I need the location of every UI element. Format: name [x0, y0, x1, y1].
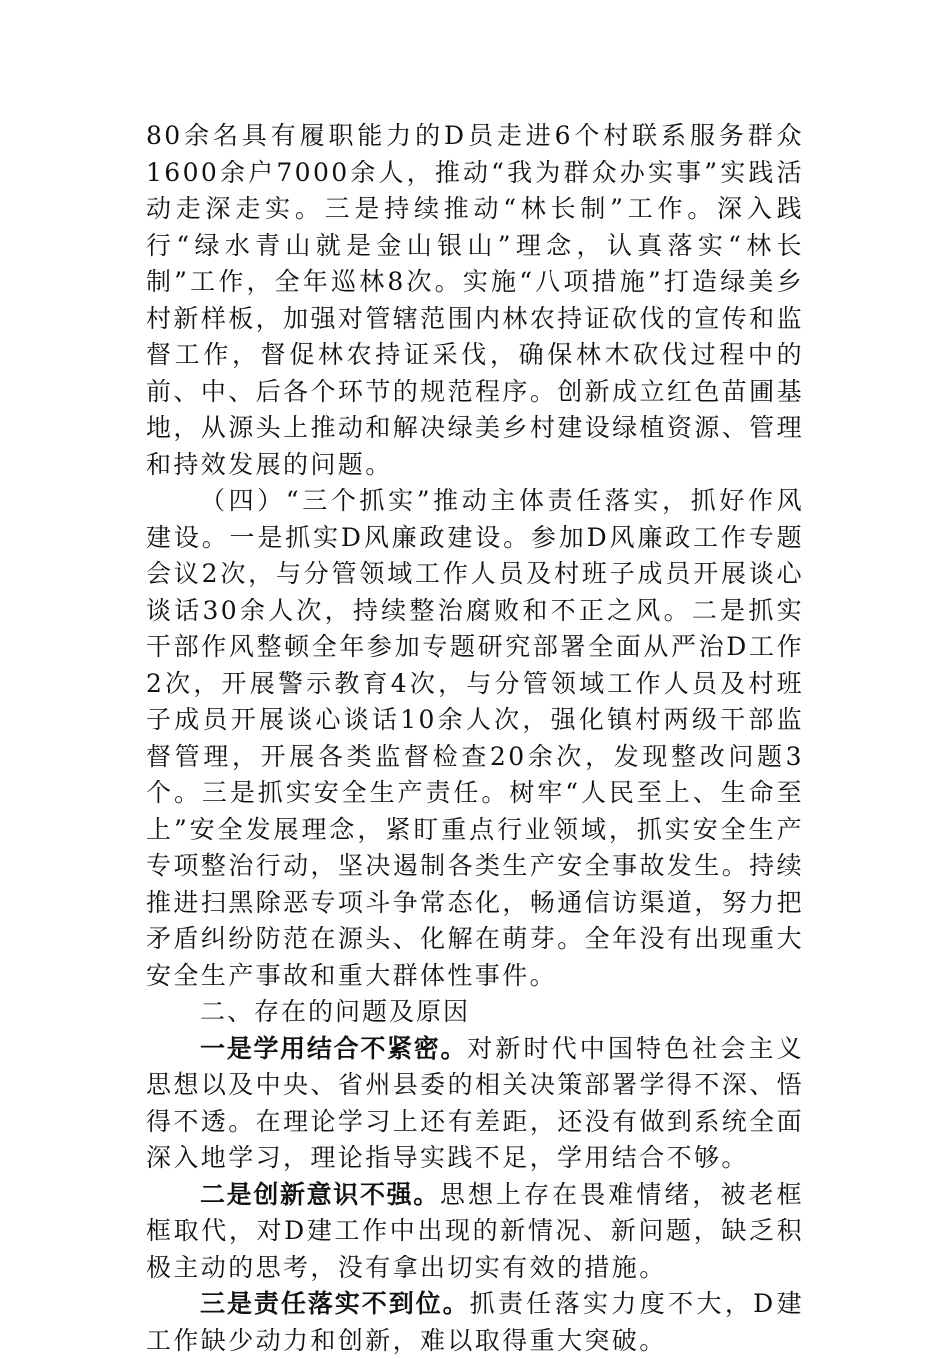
- paragraph-section-four: （四）“三个抓实”推动主体责任落实，抓好作风建设。一是抓实D风廉政建设。参加D风廉政工作专题会议2次，与分管领域工作人员及村班子成员开展谈心谈话30余人次，持续整治腐败和不正之风。二是抓实干部作风整顿全年参加专题研究部署全面从严治D工作2次，开展警示教育4次，与分管领域工作人员及村班子成员开展谈心谈话10余人次，强化镇村两级干部监督管理，开展各类监督检查20余次，发现整改问题3个。三是抓实安全生产责任。树牢“人民至上、生命至上”安全发展理念，紧盯重点行业领域，抓实安全生产专项整治行动，坚决遏制各类生产安全事故发生。持续推进扫黑除恶专项斗争常态化，畅通信访渠道，努力把矛盾纠纷防范在源头、化解在萌芽。全年没有出现重大安全生产事故和重大群体性事件。: [146, 486, 804, 990]
- issue-paragraph-3: [146, 1286, 804, 1359]
- paragraph-continuation: 80余名具有履职能力的D员走进6个村联系服务群众1600余户7000余人，推动“我为群众办实事”实践活动走深走实。三是持续推动“林长制”工作。深入践行“绿水青山就是金山银山”理念，认真落实“林长制”工作，全年巡林8次。实施“八项措施”打造绿美乡村新样板，加强对管辖范围内林农持证砍伐的宣传和监督工作，督促林农持证采伐，确保林木砍伐过程中的前、中、后各个环节的规范程序。创新成立红色苗圃基地，从源头上推动和解决绿美乡村建设绿植资源、管理和持效发展的问题。: [146, 121, 804, 479]
- issue-lead-2: 二是创新意识不强。: [200, 1179, 440, 1209]
- issue-text-3: 抓责任落实力度不大，D建工作缺少动力和创新，难以取得重大突破。: [146, 1289, 804, 1355]
- section-heading: 二、存在的问题及原因: [200, 997, 471, 1026]
- issue-lead-1: 一是学用结合不紧密。: [200, 1033, 468, 1063]
- issue-paragraph-1: [146, 1031, 804, 1177]
- issue-text-1: 对新时代中国特色社会主义思想以及中央、省州县委的相关决策部署学得不深、悟得不透。在理论学习上还有差距，还没有做到系统全面深入地学习，理论指导实践不足，学用结合不够。: [146, 1033, 804, 1172]
- issue-paragraph-2: [146, 1177, 804, 1287]
- issue-lead-3: 三是责任落实不到位。: [200, 1289, 470, 1318]
- issue-text-2: 思想上存在畏难情绪，被老框框取代，对D建工作中出现的新情况、新问题，缺乏积极主动的思考，没有拿出切实有效的措施。: [146, 1179, 804, 1282]
